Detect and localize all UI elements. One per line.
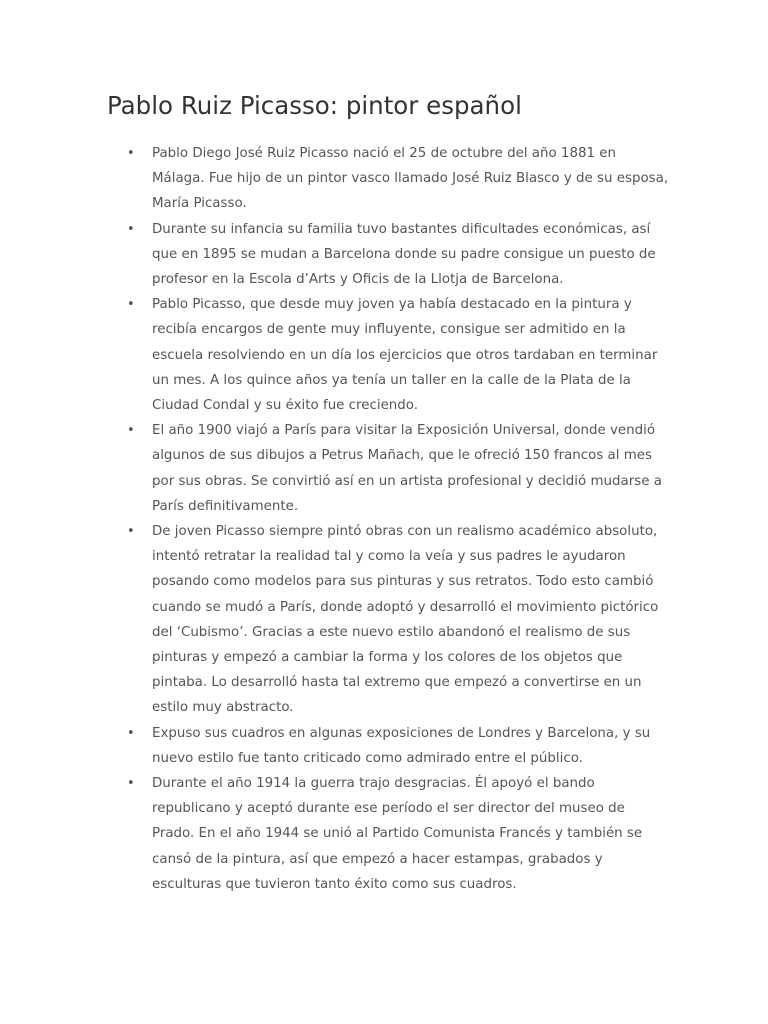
list-item bbox=[0, 418, 672, 519]
bullet-icon: • bbox=[127, 297, 135, 313]
list-item-text: Durante su infancia su familia tuvo bastantes dificultades económicas, así que en 1895 se mudan a Barcelona donde su padre consigue un puesto de profesor en la Escola d’Arts y Oficis de la Llotja de Barcelona. bbox=[152, 221, 656, 288]
list-item-text: Durante el año 1914 la guerra trajo desgracias. Él apoyó el bando republicano y aceptó durante ese período el ser director del museo de Prado. En el año 1944 se unió al Partido Comunista Francés y también se cansó de la pintura, así que empezó a hacer estampas, grabados y esculturas que tuvieron tanto éxito como sus cuadros. bbox=[152, 776, 643, 892]
document-title: Pablo Ruiz Picasso: pintor español bbox=[107, 91, 522, 120]
list-item bbox=[0, 217, 672, 293]
bullet-icon: • bbox=[127, 776, 135, 792]
list-item bbox=[0, 721, 672, 771]
list-item-text: De joven Picasso siempre pintó obras con un realismo académico absoluto, intentó retratar la realidad tal y como la veía y sus padres le ayudaron posando como modelos para sus pinturas y sus retratos. Todo esto cambió cuando se mudó a París, donde adoptó y desarrolló el movimiento pictórico del ‘Cubismo’. Gracias a este nuevo estilo abandonó el realismo de sus pinturas y empezó a cambiar la forma y los colores de los objetos que pintaba. Lo desarrolló hasta tal extremo que empezó a convertirse en un estilo muy abstracto. bbox=[152, 524, 659, 716]
list-item-text: El año 1900 viajó a París para visitar la Exposición Universal, donde vendió algunos de sus dibujos a Petrus Mañach, que le ofreció 150 francos al mes por sus obras. Se convirtió así en un artista profesional y decidió mudarse a París definitivamente. bbox=[152, 423, 662, 514]
list-item-text: Pablo Picasso, que desde muy joven ya había destacado en la pintura y recibía encargos de gente muy influyente, consigue ser admitido en la escuela resolviendo en un día los ejercicios que otros tardaban en terminar un mes. A los quince años ya tenía un taller en la calle de la Plata de la Ciudad Condal y su éxito fue creciendo. bbox=[152, 297, 658, 414]
biography-bullet-list bbox=[0, 141, 672, 897]
list-item bbox=[0, 519, 672, 721]
list-item-text: Expuso sus cuadros en algunas exposiciones de Londres y Barcelona, y su nuevo estilo fue tanto criticado como admirado entre el público. bbox=[152, 725, 651, 766]
list-item bbox=[0, 141, 672, 217]
list-item bbox=[0, 292, 672, 418]
list-item bbox=[0, 771, 672, 897]
bullet-icon: • bbox=[127, 725, 135, 741]
bullet-icon: • bbox=[127, 423, 135, 439]
bullet-icon: • bbox=[127, 146, 135, 161]
bullet-icon: • bbox=[127, 221, 135, 237]
list-item-text: Pablo Diego José Ruiz Picasso nació el 25 de octubre del año 1881 en Málaga. Fue hijo de un pintor vasco llamado José Ruiz Blasco y de su esposa, María Picasso. bbox=[152, 146, 669, 212]
bullet-icon: • bbox=[127, 524, 135, 540]
